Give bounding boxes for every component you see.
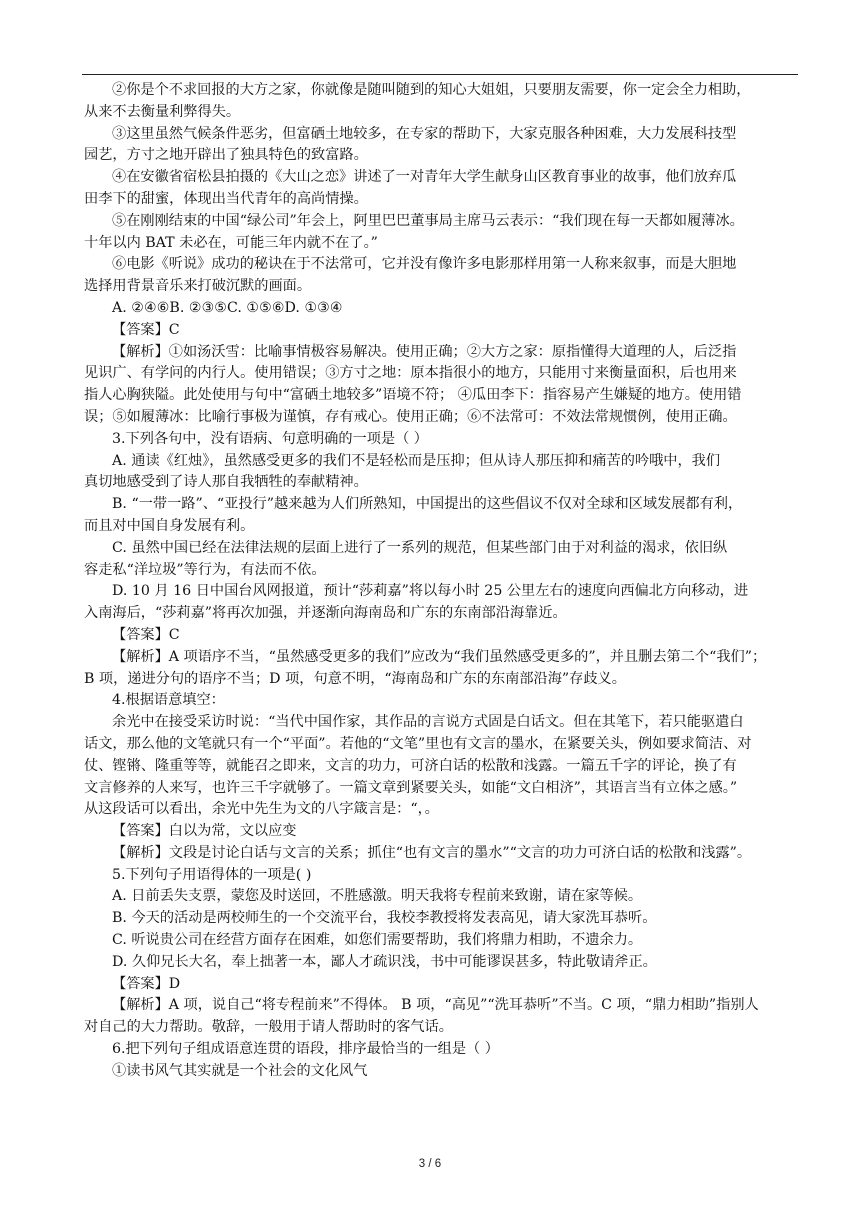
text-line: D. 久仰兄长大名，奉上拙著一本，鄙人才疏识浅，书中可能谬误甚多，特此敬请斧正。 — [112, 953, 657, 970]
text-line: 【解析】①如汤沃雪：比喻事情极容易解决。使用正确；②大方之家：原指懂得大道理的人，后泛指 — [112, 343, 737, 360]
text-line: ②你是个不求回报的大方之家，你就像是随叫随到的知心大姐姐，只要朋友需要，你一定会全力相助， — [112, 82, 751, 98]
text-line: 文言修养的人来写，也许三千字就够了。一篇文章到紧要关头，如能“文白相济”，其语言当有立体之感。” — [84, 779, 738, 796]
text-line: 园艺，方寸之地开辟出了独具特色的致富路。 — [84, 147, 368, 164]
text-line: B. 今天的活动是两校师生的一个交流平台，我校李教授将发表高见，请大家洗耳恭听。 — [112, 910, 657, 927]
text-line: ⑥电影《听说》成功的秘诀在于不法常可，它并没有像许多电影那样用第一人称来叙事，而是大胆地 — [112, 256, 737, 273]
text-line: 【解析】A 项，说自己“将专程前来”不得体。 B 项，“高见”“洗耳恭听”不当。C 项，“鼎力相助”指别人 — [112, 997, 759, 1014]
text-line: ④在安徽省宿松县拍摄的《大山之恋》讲述了一对青年大学生献身山区教育事业的故事，他们放弃瓜 — [112, 169, 737, 186]
text-line: 【答案】白以为常，文以应变 — [112, 823, 297, 840]
text-line: ①读书风气其实就是一个社会的文化风气 — [112, 1062, 368, 1079]
text-line: 指人心胸狭隘。此处使用与句中“富硒土地较多”语境不符； ④瓜田李下：指容易产生嫌疑的地方。使用错 — [84, 387, 742, 404]
text-line: 十年以内 BAT 未必在，可能三年内就不在了。” — [84, 234, 378, 251]
text-line: 余光中在接受采访时说：“当代中国作家，其作品的言说方式固是白话文。但在其笔下，若只能驱遣白 — [112, 714, 744, 731]
text-line: 选择用背景音乐来打破沉默的画面。 — [84, 278, 312, 295]
text-line: 真切地感受到了诗人那自我牺牲的奉献精神。 — [84, 474, 368, 491]
text-line: 5.下列句子用语得体的一项是( ) — [112, 866, 312, 883]
text-line: 见识广、有学问的内行人。使用错误；③方寸之地：原本指很小的地方，只能用寸来衡量面积，后也用来 — [84, 365, 737, 382]
text-line: A. ②④⑥B. ②③⑤C. ①⑤⑥D. ①③④ — [112, 299, 343, 316]
text-line: 3.下列各句中，没有语病、句意明确的一项是（ ） — [112, 430, 428, 447]
text-line: C. 听说贵公司在经营方面存在困难，如您们需要帮助，我们将鼎力相助，不遗余力。 — [112, 932, 643, 949]
text-line: 对自己的大力帮助。敬辞，一般用于请人帮助时的客气话。 — [84, 1019, 453, 1036]
text-line: 4.根据语意填空： — [112, 692, 225, 709]
text-line: 【解析】A 项语序不当，“虽然感受更多的我们”应改为“我们虽然感受更多的”，并且删去第二个“我们”； — [112, 648, 767, 665]
header-rule — [82, 74, 798, 75]
text-line: 而且对中国自身发展有利。 — [84, 517, 255, 534]
text-line: 【解析】文段是讨论白话与文言的关系；抓住“也有文言的墨水”“文言的功力可济白话的松散和浅露”。 — [112, 844, 752, 861]
text-line: ⑤在刚刚结束的中国“绿公司”年会上，阿里巴巴董事局主席马云表示：“我们现在每一天都如履薄冰。 — [112, 212, 744, 229]
text-line: 话文，那么他的文笔就只有一个“平面”。若他的“文笔”里也有文言的墨水，在紧要关头，例如要求简洁、对 — [84, 735, 752, 752]
text-line: A. 日前丢失支票，蒙您及时送回，不胜感激。明天我将专程前来致谢，请在家等候。 — [112, 888, 643, 905]
text-line: 【答案】C — [112, 321, 180, 338]
text-line: C. 虽然中国已经在法律法规的层面上进行了一系列的规范，但某些部门由于对利益的渴求，依旧纵 — [112, 539, 728, 556]
text-line: 入南海后，“莎莉嘉”将再次加强，并逐渐向海南岛和广东的东南部沿海靠近。 — [84, 605, 567, 622]
text-line: 田李下的甜蜜，体现出当代青年的高尚情操。 — [84, 190, 368, 207]
text-line: 误；⑤如履薄冰：比喻行事极为谨慎，存有戒心。使用正确；⑥不法常可：不效法常规惯例，使用正确。 — [84, 408, 737, 425]
text-line: 仗、铿锵、隆重等等，就能召之即来，文言的功力，可济白话的松散和浅露。一篇五千字的评论，换了有 — [84, 757, 737, 774]
document-body — [84, 80, 798, 1083]
page-number: 3 / 6 — [418, 1158, 442, 1170]
text-line: 【答案】C — [112, 626, 180, 643]
text-line: 容走私“洋垃圾”等行为，有法而不依。 — [84, 561, 326, 578]
text-line: ③这里虽然气候条件恶劣，但富硒土地较多，在专家的帮助下，大家克服各种困难，大力发展科技型 — [112, 125, 737, 142]
text-line: B. “一带一路”、“亚投行”越来越为人们所熟知，中国提出的这些倡议不仅对全球和区域发展都有利， — [112, 496, 743, 513]
text-line: A. 通读《红烛》，虽然感受更多的我们不是轻松而是压抑；但从诗人那压抑和痛苦的吟哦中，我们 — [112, 452, 721, 469]
text-line: 从这段话可以看出，余光中先生为文的八字箴言是：“，。 — [84, 801, 439, 818]
text-line: B 项，递进分句的语序不当；D 项，句意不明，“海南岛和广东的东南部沿海”存歧义。 — [84, 670, 626, 687]
text-line: 从来不去衡量利弊得失。 — [84, 103, 241, 120]
text-line: 【答案】D — [112, 975, 181, 992]
text-line: 6.把下列句子组成语意连贯的语段，排序最恰当的一组是（ ） — [112, 1041, 499, 1058]
text-line: D. 10 月 16 日中国台风网报道，预计“莎莉嘉”将以每小时 25 公里左右的速度向西偏北方向移动，进 — [112, 583, 749, 600]
